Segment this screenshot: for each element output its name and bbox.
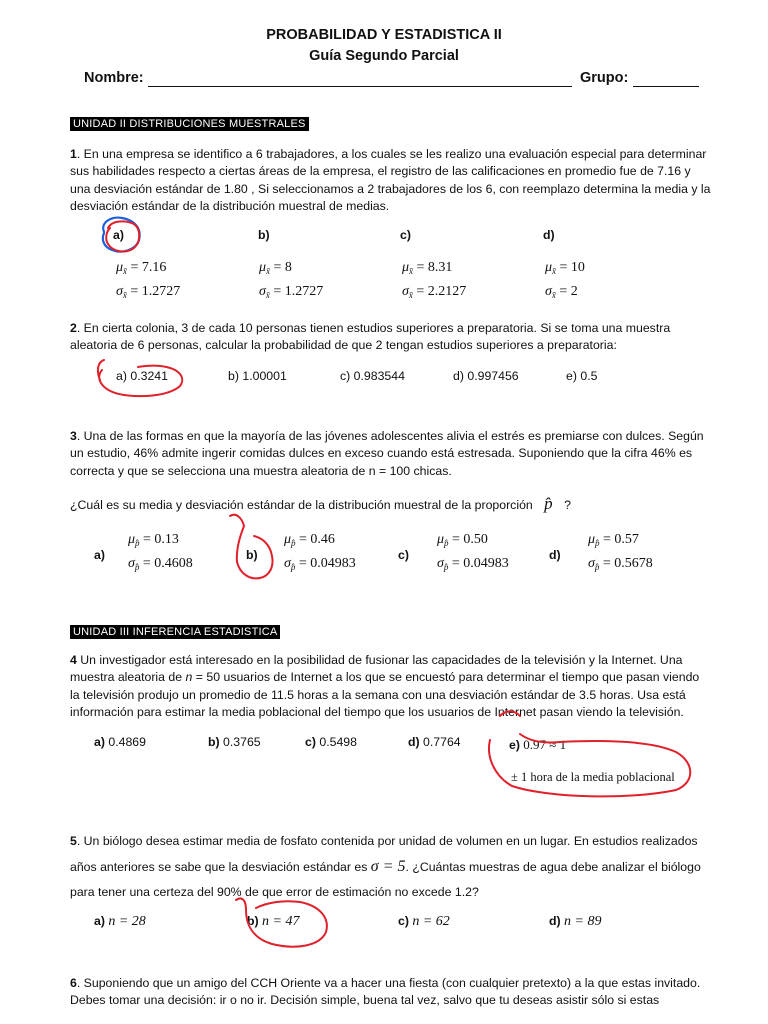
document-title: PROBABILIDAD Y ESTADISTICA II: [266, 27, 502, 43]
q1-option-d-sigma: $\sigma_{x̄} = 2$: [545, 284, 578, 300]
question-6: [70, 975, 712, 1010]
q4-annotation-note: ± 1 hora de la media poblacional: [511, 770, 675, 784]
question-3-prompt: ¿Cuál es su media y desviación estándar de la distribución muestral de la proporción p̂ ?: [70, 494, 571, 513]
question-1-number: 1: [70, 147, 77, 161]
q5-option-c[interactable]: c) n = 62: [398, 914, 450, 929]
q1-option-c-mu: $\mu_{x̄} = 8.31$: [402, 260, 453, 276]
q1-option-a-label[interactable]: a): [113, 228, 124, 242]
unit-3-header: UNIDAD III INFERENCIA ESTADISTICA: [70, 625, 280, 639]
q3-b-red-circle: [230, 515, 273, 579]
question-3-number: 3: [70, 429, 77, 443]
q3-option-d-sigma: $\sigma_{p̂} = 0.5678$: [588, 556, 653, 572]
q3-option-b-sigma: $\sigma_{p̂} = 0.04983$: [284, 556, 356, 572]
document-subtitle: Guía Segundo Parcial: [309, 48, 459, 64]
q1-option-b-label[interactable]: b): [258, 228, 270, 242]
question-3-text: . Una de las formas en que la mayoría de las jóvenes adolescentes alivia el estrés es premiarse con dulces. Según un estudio, 46% admite ingerir comidas dulces en exceso cuando está estresada. Suponiendo que la cifra 46% es correcta y que se selecciona una muestra aleatoria de n = 100 chicas.: [70, 429, 704, 478]
nombre-label: Nombre:: [84, 70, 144, 86]
question-2-text: . En cierta colonia, 3 de cada 10 personas tienen estudios superiores a preparatoria. Si se toma una muestra aleatoria de 6 personas, calcular la probabilidad de que 2 tengan estudios superiores a preparatoria:: [70, 321, 671, 353]
sigma-equation: σ = 5: [370, 858, 406, 875]
q5-option-d[interactable]: d) n = 89: [549, 914, 602, 929]
question-1-text: . En una empresa se identifico a 6 trabajadores, a los cuales se les realizo una evaluación especial para determinar sus habilidades respecto a ciertas áreas de la empresa, el registro de las calificaciones en promedio fue de 7.16 y una desviación estándar de 1.80 , Si seleccionamos a 2 trabajadores de los 6, con reemplazo determina la media y la desviación estándar de la distribución muestral de medias.: [70, 147, 711, 214]
question-2-number: 2: [70, 321, 77, 335]
q1-option-a-mu: $\mu_{x̄} = 7.16$: [116, 260, 167, 276]
question-5-number: 5: [70, 834, 77, 848]
q3-option-b-label[interactable]: b): [246, 548, 258, 562]
q4-option-e[interactable]: e) 0.97 ≈ 1: [509, 737, 567, 752]
p-hat-symbol: p̂: [544, 494, 553, 513]
q3-option-d-mu: $\mu_{p̂} = 0.57$: [588, 532, 639, 548]
q4-option-a[interactable]: a) 0.4869: [94, 735, 146, 749]
q2-option-e[interactable]: e) 0.5: [566, 369, 598, 383]
q1-option-d-label[interactable]: d): [543, 228, 555, 242]
unit-2-header: UNIDAD II DISTRIBUCIONES MUESTRALES: [70, 117, 309, 131]
q5-option-a[interactable]: a) n = 28: [94, 914, 146, 929]
q2-option-c[interactable]: c) 0.983544: [340, 369, 405, 383]
q1-option-d-mu: $\mu_{x̄} = 10$: [545, 260, 585, 276]
q1-option-c-label[interactable]: c): [400, 228, 411, 242]
q4-option-d[interactable]: d) 0.7764: [408, 735, 461, 749]
q3-option-a-mu: $\mu_{p̂} = 0.13$: [128, 532, 179, 548]
q4-option-c[interactable]: c) 0.5498: [305, 735, 357, 749]
q3-option-c-sigma: $\sigma_{p̂} = 0.04983$: [437, 556, 509, 572]
q3-option-c-label[interactable]: c): [398, 548, 409, 562]
q5-option-b[interactable]: b) n = 47: [247, 914, 300, 929]
question-4: 4 Un investigador está interesado en la posibilidad de fusionar las capacidades de la televisión y la Internet. Una muestra aleatoria de n = 50 usuarios de Internet a los que se encuestó para determinar el tiempo que pasan viendo la televisión produjo un promedio de 11.5 horas a la semana con una desviación estándar de 3.5 horas. Usa está información para estimar la media poblacional del tiempo que los usuarios de Internet pasan viendo la televisión.: [70, 653, 700, 720]
question-2: [70, 320, 712, 355]
q4-option-b[interactable]: b) 0.3765: [208, 735, 261, 749]
q1-option-b-mu: $\mu_{x̄} = 8$: [259, 260, 292, 276]
q3-option-b-mu: $\mu_{p̂} = 0.46$: [284, 532, 335, 548]
question-1: [70, 146, 712, 216]
q1-option-b-sigma: $\sigma_{x̄} = 1.2727$: [259, 284, 324, 300]
nombre-line: [148, 72, 572, 87]
q3-option-a-sigma: $\sigma_{p̂} = 0.4608$: [128, 556, 193, 572]
question-6-text: . Suponiendo que un amigo del CCH Oriente va a hacer una fiesta (con cualquier pretexto) a la que estas invitado. Debes tomar una decisión: ir o no ir. Decisión simple, buena tal vez, salvo que tu deseas asistir sólo si estas: [70, 976, 701, 1008]
question-3: [70, 428, 712, 480]
q2-option-b[interactable]: b) 1.00001: [228, 369, 287, 383]
q2-option-a[interactable]: a) 0.3241: [116, 369, 168, 383]
question-4-number: 4: [70, 653, 77, 667]
q3-option-c-mu: $\mu_{p̂} = 0.50$: [437, 532, 488, 548]
question-6-number: 6: [70, 976, 77, 990]
question-5: 5. Un biólogo desea estimar media de fosfato contenida por unidad de volumen en un lugar. En estudios realizados años anteriores se sabe que la desviación estándar es σ = 5. ¿Cuántas muestras de agua debe analizar el biólogo para tener una certeza del 90% de que error de estimación no excede 1.2?: [70, 834, 701, 899]
q3-option-a-label[interactable]: a): [94, 548, 105, 562]
grupo-line: [633, 72, 699, 87]
q1-option-c-sigma: $\sigma_{x̄} = 2.2127$: [402, 284, 467, 300]
q3-option-d-label[interactable]: d): [549, 548, 561, 562]
q1-option-a-sigma: $\sigma_{x̄} = 1.2727$: [116, 284, 181, 300]
grupo-label: Grupo:: [580, 70, 629, 86]
q2-option-d[interactable]: d) 0.997456: [453, 369, 519, 383]
